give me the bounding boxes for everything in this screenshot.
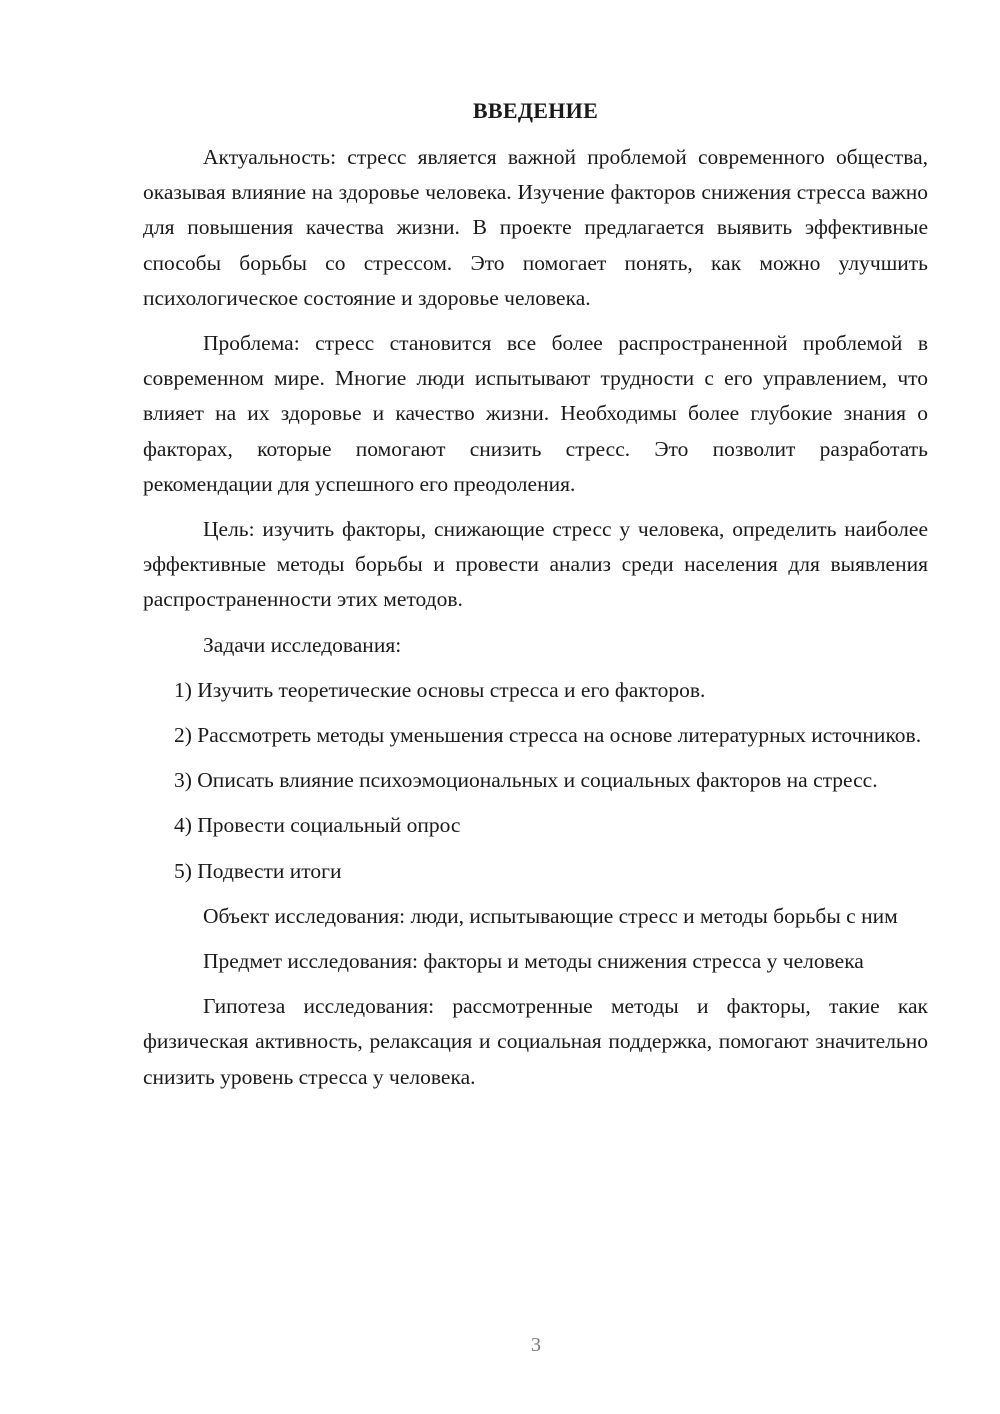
task-item-4: 4) Провести социальный опрос (174, 813, 461, 838)
task-item-1: 1) Изучить теоретические основы стресса и его факторов. (174, 677, 706, 702)
task-item-2: 2) Рассмотреть методы уменьшения стресса на основе литературных источников. (174, 723, 922, 748)
paragraph-problem: Проблема: стресс становится все более распространенной проблемой в современном мире. Многие люди испытывают трудности с его управлением, что влияет на их здоровье и качество жизни. Необходимы более глубокие знания о факторах, которые помогают снизить стресс. Это позволит разработать рекомендации для успешного его преодоления. (143, 331, 928, 496)
task-item-3: 3) Описать влияние психоэмоциональных и социальных факторов на стресс. (174, 768, 878, 793)
paragraph-relevance: Актуальность: стресс является важной проблемой современного общества, оказывая влияние на здоровье человека. Изучение факторов снижения стресса важно для повышения качества жизни. В проекте предлагается выявить эффективные способы борьбы со стрессом. Это помогает понять, как можно улучшить психологическое состояние и здоровье человека. (143, 145, 928, 310)
section-title: ВВЕДЕНИЕ (472, 98, 599, 123)
document-body (143, 93, 928, 1105)
page-number: 3 (531, 1334, 541, 1356)
paragraph-object: Объект исследования: люди, испытывающие стресс и методы борьбы с ним (203, 903, 898, 928)
paragraph-goal: Цель: изучить факторы, снижающие стресс у человека, определить наиболее эффективные методы борьбы и провести анализ среди населения для выявления распространенности этих методов. (143, 517, 928, 612)
tasks-heading: Задачи исследования: (203, 632, 402, 657)
paragraph-subject: Предмет исследования: факторы и методы снижения стресса у человека (203, 949, 864, 974)
task-item-5: 5) Подвести итоги (174, 858, 342, 883)
paragraph-hypothesis: Гипотеза исследования: рассмотренные методы и факторы, такие как физическая активность, релаксация и социальная поддержка, помогают значительно снизить уровень стресса у человека. (143, 994, 928, 1089)
